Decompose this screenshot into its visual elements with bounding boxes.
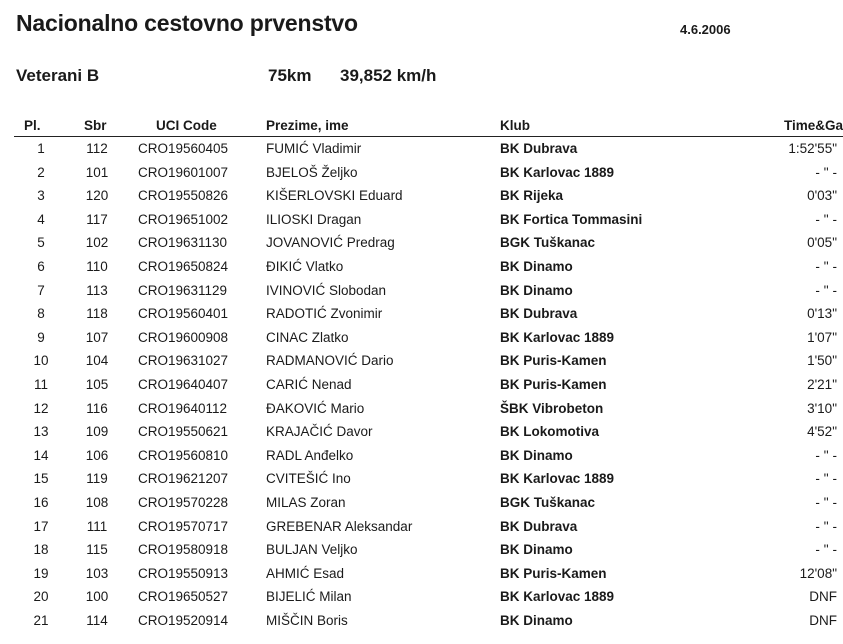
cell-place: 20 (33, 589, 49, 605)
table-row (0, 233, 843, 257)
cell-uci-code: CRO19651002 (138, 211, 229, 227)
cell-uci-code: CRO19640407 (138, 376, 229, 392)
cell-start-number: 109 (85, 424, 109, 440)
table-header (0, 118, 843, 136)
cell-time-gap: 0'13" (807, 306, 837, 322)
cell-start-number: 107 (85, 329, 109, 345)
cell-place: 2 (37, 164, 45, 180)
table-row (0, 210, 843, 234)
cell-name: ĐAKOVIĆ Mario (266, 400, 365, 416)
table-row (0, 469, 843, 493)
cell-time-gap: - '' - (815, 471, 837, 487)
cell-start-number: 101 (85, 164, 109, 180)
cell-name: BJELOŠ Željko (266, 164, 358, 180)
cell-time-gap: - '' - (815, 494, 837, 510)
cell-time-gap: 3'10" (807, 400, 837, 416)
cell-club: BK Dinamo (500, 542, 573, 558)
cell-name: ĐIKIĆ Vlatko (266, 258, 344, 274)
cell-time-gap: 1'07" (807, 329, 837, 345)
cell-place: 7 (37, 282, 45, 298)
cell-start-number: 119 (86, 471, 108, 487)
cell-time-gap: - '' - (815, 282, 837, 298)
cell-name: MILAS Zoran (266, 494, 346, 510)
cell-start-number: 120 (85, 188, 109, 204)
table-row (0, 186, 843, 210)
cell-place: 8 (37, 306, 45, 322)
column-header-place: Pl. (24, 118, 41, 133)
cell-place: 13 (33, 424, 49, 440)
cell-time-gap: 12'08" (799, 565, 837, 581)
cell-place: 14 (33, 447, 49, 463)
cell-uci-code: CRO19650527 (138, 589, 229, 605)
page-title: Nacionalno cestovno prvenstvo (16, 10, 358, 36)
cell-name: RADMANOVIĆ Dario (266, 353, 394, 369)
cell-place: 16 (33, 494, 49, 510)
table-row (0, 446, 843, 470)
table-row (0, 257, 843, 281)
cell-club: BK Dubrava (500, 306, 578, 322)
cell-club: BK Karlovac 1889 (500, 471, 615, 487)
cell-name: FUMIĆ Vladimir (266, 141, 362, 156)
cell-uci-code: CRO19600908 (138, 329, 229, 345)
cell-place: 3 (37, 188, 45, 204)
cell-start-number: 118 (86, 306, 108, 322)
cell-start-number: 117 (86, 211, 108, 227)
cell-start-number: 113 (86, 282, 108, 298)
cell-name: AHMIĆ Esad (266, 565, 345, 581)
cell-uci-code: CRO19550913 (138, 565, 229, 581)
cell-place: 11 (33, 376, 48, 392)
cell-time-gap: - '' - (815, 542, 837, 558)
table-row (0, 422, 843, 446)
cell-name: BIJELIĆ Milan (266, 589, 352, 605)
cell-uci-code: CRO19520914 (138, 612, 229, 628)
table-row (0, 281, 843, 305)
cell-name: MIŠČIN Boris (266, 612, 348, 628)
cell-name: IVINOVIĆ Slobodan (266, 282, 387, 298)
cell-time-gap: - '' - (815, 447, 837, 463)
cell-club: BK Rijeka (500, 188, 564, 204)
column-header-name: Prezime, ime (266, 118, 349, 133)
category-label: Veterani B (16, 66, 100, 85)
cell-place: 5 (37, 235, 45, 251)
cell-name: CVITEŠIĆ Ino (266, 471, 351, 487)
cell-start-number: 110 (86, 258, 108, 274)
cell-uci-code: CRO19570717 (138, 518, 229, 534)
cell-place: 6 (37, 258, 45, 274)
cell-start-number: 108 (85, 494, 109, 510)
cell-club: BGK Tuškanac (500, 235, 596, 251)
cell-place: 21 (33, 612, 49, 628)
table-body (0, 139, 843, 634)
table-row (0, 328, 843, 352)
cell-time-gap: DNF (809, 589, 837, 605)
cell-club: BK Dinamo (500, 612, 573, 628)
cell-name: CARIĆ Nenad (266, 376, 352, 392)
cell-uci-code: CRO19621207 (138, 471, 229, 487)
cell-uci-code: CRO19580918 (138, 542, 229, 558)
cell-uci-code: CRO19631130 (138, 235, 228, 251)
table-row (0, 587, 843, 611)
table-row (0, 351, 843, 375)
cell-start-number: 111 (86, 518, 108, 534)
cell-club: BK Fortica Tommasini (500, 211, 643, 227)
cell-club: BK Puris-Kamen (500, 376, 607, 392)
table-row (0, 399, 843, 423)
cell-club: BK Dubrava (500, 141, 578, 156)
cell-club: BK Karlovac 1889 (500, 589, 615, 605)
cell-start-number: 102 (85, 235, 109, 251)
table-row (0, 163, 843, 187)
cell-time-gap: 1'50" (807, 353, 837, 369)
cell-time-gap: 2'21" (807, 376, 837, 392)
cell-club: BK Karlovac 1889 (500, 164, 615, 180)
cell-start-number: 112 (86, 141, 108, 156)
cell-name: BULJAN Veljko (266, 542, 358, 558)
event-date: 4.6.2006 (680, 22, 731, 37)
table-row (0, 375, 843, 399)
table-row (0, 564, 843, 588)
cell-uci-code: CRO19640112 (138, 400, 228, 416)
cell-club: ŠBK Vibrobeton (500, 400, 604, 416)
cell-time-gap: 0'03" (807, 188, 837, 204)
cell-place: 12 (33, 400, 49, 416)
column-header-start-number: Sbr (84, 118, 107, 133)
cell-uci-code: CRO19631129 (138, 282, 228, 298)
cell-place: 15 (33, 471, 49, 487)
cell-name: ILIOSKI Dragan (266, 211, 362, 227)
cell-place: 19 (33, 565, 49, 581)
cell-place: 4 (37, 211, 45, 227)
average-speed-label: 39,852 km/h (340, 66, 437, 85)
cell-time-gap: - '' - (815, 211, 837, 227)
cell-start-number: 114 (86, 612, 108, 628)
column-header-club: Klub (500, 118, 530, 133)
header-divider (14, 136, 843, 137)
cell-place: 18 (33, 542, 49, 558)
cell-name: RADL Anđelko (266, 447, 354, 463)
cell-start-number: 115 (86, 542, 108, 558)
cell-club: BK Dubrava (500, 518, 578, 534)
cell-time-gap: - '' - (815, 518, 837, 534)
cell-start-number: 116 (86, 400, 108, 416)
cell-name: RADOTIĆ Zvonimir (266, 306, 383, 322)
cell-uci-code: CRO19631027 (138, 353, 229, 369)
cell-club: BK Puris-Kamen (500, 353, 607, 369)
cell-time-gap: - '' - (815, 164, 837, 180)
cell-place: 17 (33, 518, 49, 534)
cell-name: JOVANOVIĆ Predrag (266, 235, 395, 251)
cell-name: CINAC Zlatko (266, 329, 349, 345)
cell-start-number: 103 (85, 565, 109, 581)
cell-uci-code: CRO19650824 (138, 258, 229, 274)
cell-uci-code: CRO19560401 (138, 306, 229, 322)
cell-uci-code: CRO19550826 (138, 188, 229, 204)
table-row (0, 139, 843, 163)
cell-club: BK Karlovac 1889 (500, 329, 615, 345)
cell-club: BK Puris-Kamen (500, 565, 607, 581)
column-header-time-gap: Time&Ga (783, 118, 843, 133)
cell-club: BK Dinamo (500, 447, 573, 463)
distance-label: 75km (268, 66, 312, 85)
cell-uci-code: CRO19560810 (138, 447, 229, 463)
table-row (0, 517, 843, 541)
cell-uci-code: CRO19550621 (138, 424, 229, 440)
cell-place: 9 (37, 329, 45, 345)
cell-place: 10 (33, 353, 49, 369)
cell-name: KRAJAČIĆ Davor (266, 424, 373, 440)
cell-start-number: 104 (85, 353, 109, 369)
cell-club: BK Lokomotiva (500, 424, 600, 440)
cell-name: KIŠERLOVSKI Eduard (266, 188, 403, 204)
table-row (0, 304, 843, 328)
table-row (0, 493, 843, 517)
table-row (0, 611, 843, 635)
cell-start-number: 106 (85, 447, 109, 463)
cell-club: BGK Tuškanac (500, 494, 596, 510)
cell-time-gap: 4'52" (807, 424, 837, 440)
cell-club: BK Dinamo (500, 282, 573, 298)
column-header-uci-code: UCI Code (156, 118, 217, 133)
cell-uci-code: CRO19601007 (138, 164, 229, 180)
cell-start-number: 100 (85, 589, 109, 605)
cell-name: GREBENAR Aleksandar (266, 518, 413, 534)
cell-start-number: 105 (85, 376, 109, 392)
cell-club: BK Dinamo (500, 258, 573, 274)
cell-uci-code: CRO19560405 (138, 141, 229, 156)
table-row (0, 540, 843, 564)
cell-place: 1 (37, 141, 45, 156)
cell-time-gap: - '' - (815, 258, 837, 274)
cell-time-gap: 1:52'55" (788, 141, 837, 156)
cell-time-gap: DNF (809, 612, 837, 628)
cell-time-gap: 0'05" (807, 235, 837, 251)
cell-uci-code: CRO19570228 (138, 494, 229, 510)
results-table (0, 118, 843, 628)
